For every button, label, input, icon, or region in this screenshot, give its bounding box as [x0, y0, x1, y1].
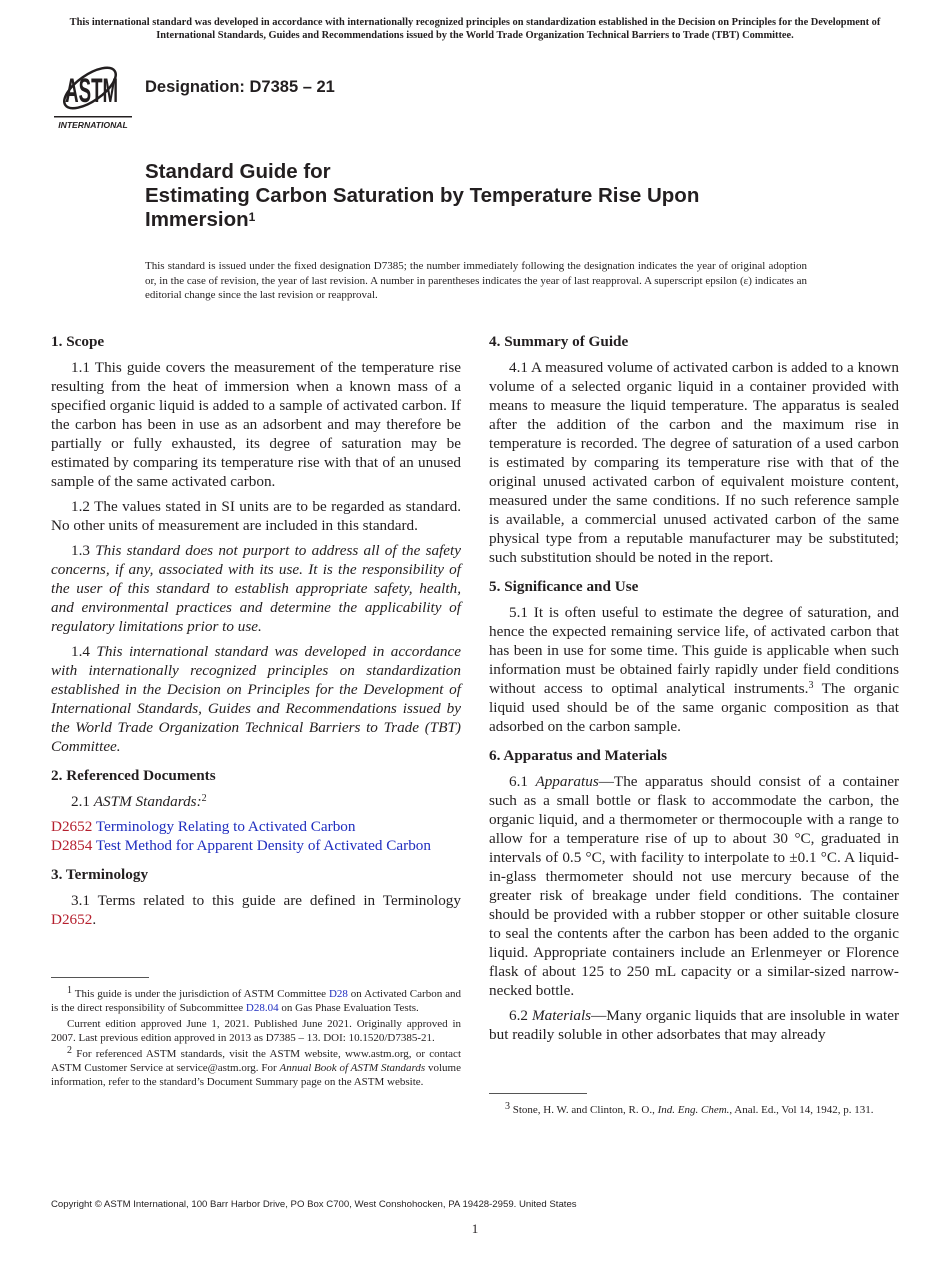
text-segment: ASTM Standards:: [93, 793, 202, 810]
text-segment: 2.1: [71, 793, 94, 810]
svg-text:INTERNATIONAL: INTERNATIONAL: [58, 120, 128, 130]
text-segment: 3.1 Terms related to this guide are defined in Terminology: [71, 892, 461, 909]
section-heading: 6. Apparatus and Materials: [489, 747, 668, 764]
text-segment: 1.3: [71, 542, 96, 559]
section: [489, 577, 899, 736]
text-segment: For referenced ASTM standards, visit the ASTM website, www.astm.org, or contact ASTM Customer Service at service@astm.org. For: [51, 1048, 461, 1074]
section-heading: 1. Scope: [51, 333, 105, 350]
text-segment: —Many organic liquids that are insoluble in water but readily soluble in other adsorbates that may already: [489, 1007, 900, 1043]
text-segment: —The apparatus should consist of a container such as a small bottle or flask to accommodate the carbon, the organic liquid, and a thermometer or thermocouple with a range to allow for a temperature rise of up to about 30 °C, graduated in intervals of 0.5 °C, with facility to interpolate to ±0.1 °C. A liquid-in-glass thermometer should not use mercury because of the greater risk of breakage under field conditions. The container should be provided with a rubber stopper or other suitable closure to seal the contents after the carbon has been added to the organic liquid. Appropriate containers include an Erlenmeyer or Florence flask of about 125 to 250 mL capacity or a similar-sized narrow-necked bottle.: [489, 773, 900, 999]
right-footnotes: [489, 1103, 899, 1119]
footnote-ref: 3: [505, 1101, 510, 1112]
reference-title-link[interactable]: Test Method for Apparent Density of Activated Carbon: [95, 837, 431, 854]
section: [489, 746, 899, 1044]
reference-link[interactable]: D28: [328, 988, 348, 1000]
title-footnote-mark: 1: [248, 210, 256, 224]
copyright: Copyright © ASTM International, 100 Barr Harbor Drive, PO Box C700, West Conshohocken, PA 19428-2959. United States: [51, 1199, 577, 1210]
paragraph: [489, 772, 899, 1000]
text-segment: 4.1 A measured volume of activated carbon is added to a known volume of a selected organic liquid in a container provided with means to measure the liquid temperature. The apparatus is sealed after the addition of the carbon and the maximum rise in temperature is recorded. The degree of saturation of a used carbon is estimated by comparing its temperature rise with that of the original unused activated carbon of equivalent moisture content, measured under the same conditions. If no such reference sample is available, a commercial unused activated carbon of the same physical type from a reputable manufacturer may be substituted; such substitution should be noted in the report.: [489, 359, 899, 566]
text-segment: Current edition approved June 1, 2021. Published June 2021. Originally approved in 2007. Last previous edition approved in 2013 as D7385 – 13. DOI: 10.1520/D7385-21.: [51, 1018, 461, 1044]
section-heading: 3. Terminology: [51, 866, 149, 883]
text-segment: on Gas Phase Evaluation Tests.: [278, 1002, 419, 1014]
title-line-1: Standard Guide for: [145, 160, 331, 183]
paragraph: [489, 1103, 899, 1117]
section-heading: 4. Summary of Guide: [489, 333, 629, 350]
paragraph: [51, 1047, 461, 1089]
text-segment: Apparatus: [535, 773, 599, 790]
footnote-ref: 2: [67, 1045, 72, 1056]
footnote-divider: [489, 1093, 587, 1094]
astm-logo: [52, 58, 134, 132]
footnote-ref: 1: [67, 985, 72, 996]
section-heading: 2. Referenced Documents: [51, 767, 216, 784]
section: [51, 766, 461, 855]
paragraph: [51, 541, 461, 636]
section-heading: 5. Significance and Use: [489, 578, 639, 595]
text-segment: Annual Book of ASTM Standards: [279, 1062, 426, 1074]
text-segment: 1.4: [71, 643, 97, 660]
text-segment: This guide is under the jurisdiction of ASTM Committee: [72, 988, 329, 1000]
paragraph: [51, 642, 461, 756]
paragraph: [489, 1006, 899, 1044]
section: [51, 865, 461, 929]
text-segment: Ind. Eng. Chem.: [657, 1104, 730, 1116]
paragraph: [489, 358, 899, 567]
footnote-ref: 3: [808, 680, 814, 691]
text-segment: The organic liquid used should be of the same organic composition as that adsorbed on the carbon sample.: [489, 680, 899, 735]
reference-code-link[interactable]: D2652: [51, 818, 93, 835]
paragraph: [51, 987, 461, 1015]
footnote-ref: 2: [201, 793, 207, 804]
left-column: [51, 332, 461, 939]
text-segment: on Activated Carbon and is the direct responsibility of Subcommittee: [51, 988, 461, 1014]
designation: Designation: D7385 – 21: [145, 78, 335, 96]
text-segment: Materials: [532, 1007, 592, 1024]
text-segment: , Anal. Ed., Vol 14, 1942, p. 131.: [729, 1104, 874, 1116]
text-segment: 6.1: [509, 773, 536, 790]
footnote-divider: [51, 977, 149, 978]
title-line-2: Estimating Carbon Saturation by Temperature Rise Upon Immersion: [145, 184, 700, 231]
standard-notice: This international standard was developed in accordance with internationally recognized principles on standardization established in the Decision on Principles for the Development of International Standards, Guides and Recommendations issued by the World Trade Organization Technical Barriers to Trade (TBT) Committee.: [69, 17, 881, 41]
text-segment: This standard does not purport to address all of the safety concerns, if any, associated with its use. It is the responsibility of the user of this standard to establish appropriate safety, health, and environmental practices and determine the applicability of regulatory limitations prior to use.: [51, 542, 461, 635]
paragraph: [51, 792, 461, 811]
issued-note: This standard is issued under the fixed designation D7385; the number immediately following the designation indicates the year of original adoption or, in the case of revision, the year of last revision. A number in parentheses indicates the year of last reapproval. A superscript epsilon (ε) indicates an editorial change since the last revision or reapproval.: [145, 260, 807, 302]
section: [51, 332, 461, 756]
text-segment: 6.2: [509, 1007, 533, 1024]
text-segment: volume information, refer to the standard’s Document Summary page on the ASTM website.: [51, 1062, 461, 1088]
svg-text:ASTM: ASTM: [65, 71, 119, 110]
left-footnotes: [51, 987, 461, 1091]
section: [489, 332, 899, 567]
text-segment: Stone, H. W. and Clinton, R. O.,: [510, 1104, 658, 1116]
right-column: [489, 332, 899, 1054]
reference-title-link[interactable]: Terminology Relating to Activated Carbon: [95, 818, 356, 835]
reference-code-link[interactable]: D2854: [51, 837, 93, 854]
page-number: 1: [471, 1221, 479, 1236]
text-segment: 1.2 The values stated in SI units are to be regarded as standard. No other units of measurement are included in this standard.: [51, 498, 461, 534]
text-segment: 5.1 It is often useful to estimate the degree of saturation, and hence the expected remaining service life, of activated carbon that has been in use for some time. This guide is applicable when such information must be obtained fairly rapidly under field conditions without access to optimal analytical instruments.: [489, 604, 899, 697]
paragraph: [51, 891, 461, 929]
referenced-document: [51, 817, 461, 836]
paragraph: [489, 603, 899, 736]
reference-link[interactable]: D2652: [51, 911, 93, 928]
text-segment: 1.1 This guide covers the measurement of the temperature rise resulting from the heat of immersion when a known mass of a specified organic liquid is added to a sample of activated carbon. If the carbon has been in use as an adsorbent and may therefore be partially or fully exhausted, its degree of saturation may be estimated by comparing its temperature rise with that of an unused sample of the same activated carbon.: [51, 359, 461, 490]
paragraph: [51, 358, 461, 491]
reference-link[interactable]: D28.04: [245, 1002, 279, 1014]
paragraph: [51, 1017, 461, 1045]
paragraph: [51, 497, 461, 535]
text-segment: .: [92, 911, 97, 928]
document-title: [145, 160, 785, 232]
referenced-document: [51, 836, 461, 855]
text-segment: This international standard was developed in accordance with internationally recognized principles on standardization established in the Decision on Principles for the Development of International Standards, Guides and Recommendations issued by the World Trade Organization Technical Barriers to Trade (TBT) Committee.: [51, 643, 461, 755]
